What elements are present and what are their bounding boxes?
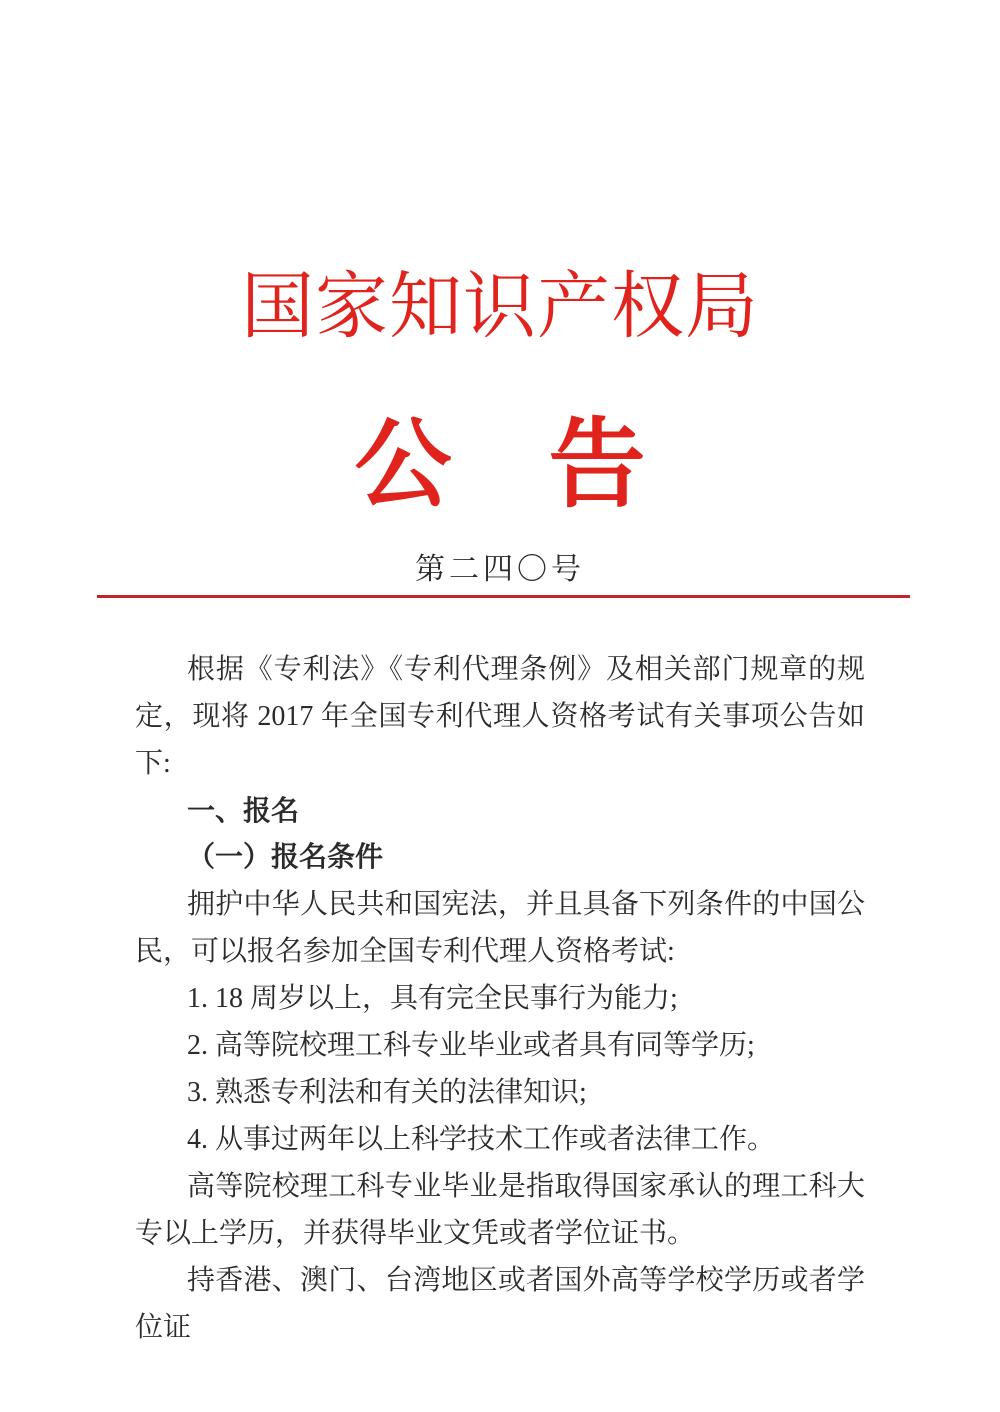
header-divider-rule xyxy=(97,595,910,598)
section-heading: 一、报名 xyxy=(187,795,300,826)
document-body xyxy=(135,646,865,1351)
subsection-heading: （一）报名条件 xyxy=(187,842,384,873)
agency-title: 国家知识产权局 xyxy=(241,266,759,347)
body-paragraph: 高等院校理工科专业毕业是指取得国家承认的理工科大专以上学历，并获得毕业文凭或者学位证书。 xyxy=(135,1171,865,1249)
body-paragraph: 根据《专利法》《专利代理条例》及相关部门规章的规定，现将 2017 年全国专利代理人资格考试有关事项公告如下: xyxy=(135,654,865,779)
body-paragraph: 2. 高等院校理工科专业毕业或者具有同等学历; xyxy=(187,1030,755,1061)
body-paragraph: 1. 18 周岁以上，具有完全民事行为能力; xyxy=(187,983,678,1014)
body-paragraph: 4. 从事过两年以上科学技术工作或者法律工作。 xyxy=(187,1124,776,1155)
notice-type-title: 公 告 xyxy=(354,412,646,519)
body-paragraph: 拥护中华人民共和国宪法，并且具备下列条件的中国公民，可以报名参加全国专利代理人资格考试: xyxy=(135,889,865,967)
document-number: 第二四〇号 xyxy=(415,553,585,586)
body-paragraph: 持香港、澳门、台湾地区或者国外高等学校学历或者学位证 xyxy=(135,1265,865,1343)
body-paragraph: 3. 熟悉专利法和有关的法律知识; xyxy=(187,1077,587,1108)
